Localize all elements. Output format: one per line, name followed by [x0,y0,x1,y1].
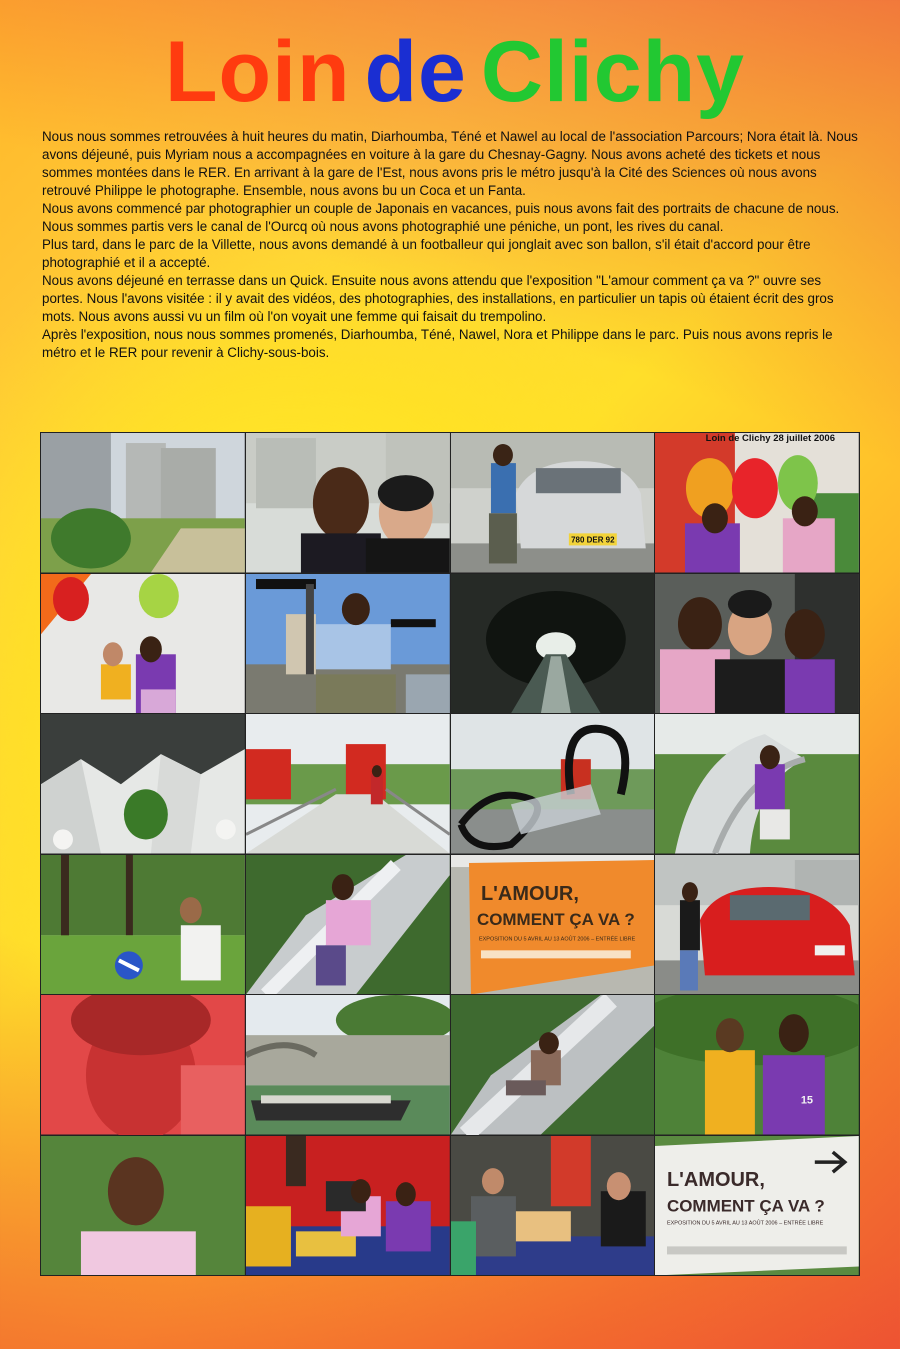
page-title [0,22,900,122]
photo-restaurant-meal [451,1136,655,1276]
intro-paragraph: Nous sommes partis vers le canal de l'Ourcq où nous avons photographié une péniche, un pont, les rives du canal. [42,219,724,234]
intro-paragraph: Après l'exposition, nous nous sommes promenés, Diarhoumba, Téné, Nawel, Nora et Philippe dans le parc. Puis nous avons repris le métro et le RER pour revenir à Clichy-sous-bois. [42,327,833,360]
photo-man-with-car [451,433,655,573]
title-word-2: de [364,24,467,120]
photo-girls-jumping-balloons [41,574,245,714]
intro-paragraph: Nous nous sommes retrouvées à huit heures du matin, Diarhoumba, Téné et Nawel au local de l'association Parcours; Nora était là. Nous avons déjeuné, puis Myriam nous a accompagnées en voiture à la gare du Chesnay-Gagny. Nous avons acheté des tickets et nous sommes montées dans le RER. En arrivant à la gare de l'Est, nous avons pris le métro jusqu'à la Cité des Sciences où nous avons retrouvé Philippe le photographe. Ensemble, nous avons bu un Coca et un Fanta. [42,129,858,198]
photo-housing-blocks [41,433,245,573]
photo-caption: Loin de Clichy 28 juillet 2006 [705,433,835,444]
photo-woman-on-slide [451,995,655,1135]
photo-boy-football [41,855,245,995]
title-word-1: Loin [165,24,351,120]
photo-girl-on-slide [655,714,859,854]
photo-red-follies-walkway [246,714,450,854]
car-plate-text: 780 DER 92 [570,535,615,545]
photo-girls-with-balloons [655,433,859,573]
expo-sign-subline: EXPOSITION DU 5 AVRIL AU 13 AOÛT 2006 – ENTRÉE LIBRE [667,1219,824,1226]
photo-canal-tunnel [451,574,655,714]
intro-paragraph: Nous avons commencé par photographier un couple de Japonais en vacances, puis nous avons fait des portraits de chacune de nous. [42,201,840,216]
photo-man-exercise-machine [246,574,450,714]
photo-girl-pink-slide [246,855,450,995]
photo-two-girls-portrait [246,433,450,573]
photo-white-sculpture-plant [41,714,245,854]
photo-two-girls-greenery [655,995,859,1135]
expo-sign-subline: EXPOSITION DU 5 AVRIL AU 13 AOÛT 2006 – ENTRÉE LIBRE [478,935,635,942]
photo-girl-red-closeup [41,995,245,1135]
photo-expo-sign-orange [451,855,655,995]
photo-metal-loop-sculpture [451,714,655,854]
photo-girl-pink-shirt [41,1136,245,1276]
photo-expo-sign-white [655,1136,859,1276]
photo-canal-barge [246,995,450,1135]
intro-text [42,128,864,362]
photo-three-girls-portrait [655,574,859,714]
title-word-3: Clichy [480,24,745,120]
photo-girl-red-car [655,855,859,995]
jersey-number-text: 15 [801,1094,814,1107]
expo-sign-line2: COMMENT ÇA VA ? [476,909,635,929]
intro-paragraph: Nous avons déjeuné en terrasse dans un Quick. Ensuite nous avons attendu que l'exposition "L'amour comment ça va ?" ouvre ses portes. Nous l'avons visitée : il y avait des vidéos, des photographies, des installations, en particulier un tapis où étaient écrit des gros mots. Nous avons aussi vu un film où l'on voyait une femme qui faisait du trempolino. [42,273,834,324]
expo-sign-line1: L'AMOUR, [667,1168,766,1191]
intro-paragraph: Plus tard, dans le parc de la Villette, nous avons demandé à un footballeur qui jonglait avec son ballon, s'il était d'accord pour être photographié et il a accepté. [42,237,811,270]
expo-sign-line2: COMMENT ÇA VA ? [667,1195,826,1215]
expo-sign-line1: L'AMOUR, [480,882,579,905]
photo-grid [40,432,860,1276]
photo-fast-food-table [246,1136,450,1276]
